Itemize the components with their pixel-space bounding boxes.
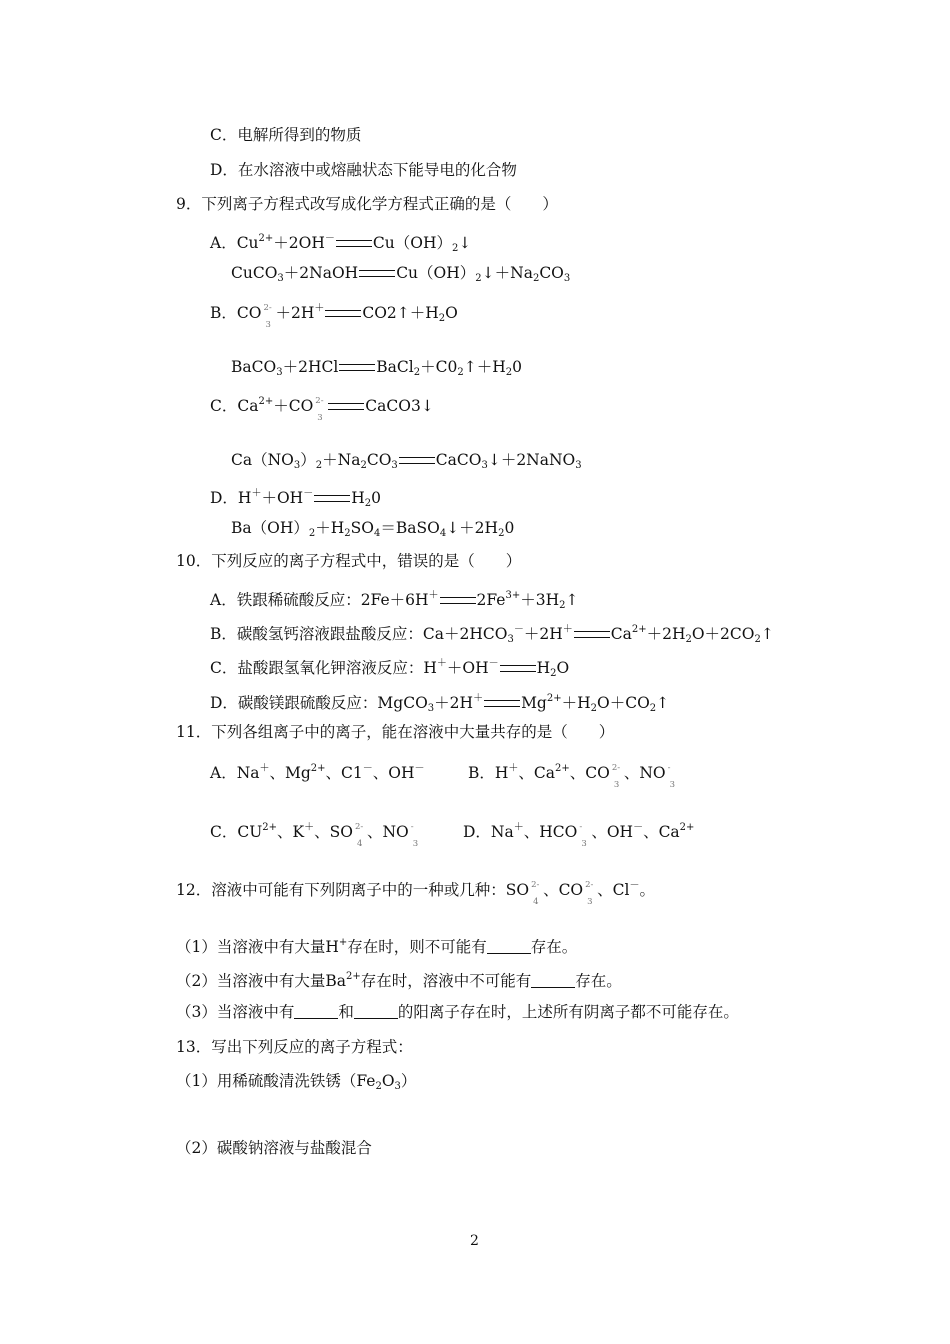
text-seg: 、OH xyxy=(591,823,634,841)
text-seg: （1）当溶液中有大量H xyxy=(176,938,339,956)
text-seg: ＋OH xyxy=(446,659,489,677)
text-seg: C．Ca xyxy=(210,397,259,415)
text-seg: ＋Na xyxy=(322,451,361,469)
q12-part-2 xyxy=(176,967,622,991)
subscript: 2 xyxy=(590,703,598,714)
q12-part-1 xyxy=(176,933,577,957)
text-seg: （3）当溶液中有 xyxy=(176,1003,295,1021)
text-seg: C．CU xyxy=(210,823,263,841)
equals-sign xyxy=(440,597,476,604)
q9-stem: 9．下列离子方程式改写成化学方程式正确的是（ ） xyxy=(176,195,558,213)
superscript: － xyxy=(629,880,640,891)
superscript: － xyxy=(414,763,425,774)
superscript: ＋ xyxy=(428,590,439,601)
text-seg: 0 xyxy=(504,519,515,537)
subscript: 3 xyxy=(317,413,323,423)
text-seg: ↑ xyxy=(760,625,774,643)
text-seg: ＋C0 xyxy=(420,358,458,376)
q10-option-a xyxy=(210,586,578,616)
subscript: 3 xyxy=(481,460,488,471)
subscript: 3 xyxy=(563,273,571,284)
text-seg: CO xyxy=(539,264,564,282)
text-seg: （2）当溶液中有大量Ba xyxy=(176,972,346,990)
subscript: 3 xyxy=(293,460,301,471)
answer-blank[interactable] xyxy=(294,1004,338,1019)
text-seg: BaCl xyxy=(376,358,414,376)
q13-part-1 xyxy=(176,1071,416,1097)
superscript: + xyxy=(338,937,348,948)
charge-stack xyxy=(261,299,275,330)
superscript: 2+ xyxy=(310,763,326,774)
subscript: 3 xyxy=(427,703,435,714)
subscript: 2 xyxy=(315,460,323,471)
text-seg: B．碳酸氢钙溶液跟盐酸反应：Ca＋2HCO xyxy=(210,625,508,643)
text-seg: CaCO3↓ xyxy=(365,397,434,415)
charge-stack xyxy=(529,876,543,907)
subscript: 3 xyxy=(613,780,620,790)
charge-stack xyxy=(610,759,624,790)
q12-part-3 xyxy=(176,1002,739,1022)
q10-option-d xyxy=(210,689,669,719)
charge: 2- xyxy=(611,763,621,773)
q11-option-b xyxy=(468,759,680,790)
q11-stem: 11．下列各组离子中的离子，能在溶液中大量共存的是（ ） xyxy=(176,723,615,741)
q11-option-c xyxy=(210,818,423,849)
q9-option-c-molecular xyxy=(231,450,582,476)
subscript: 3 xyxy=(265,320,271,330)
q8-option-c: C．电解所得到的物质 xyxy=(210,126,362,144)
text-seg: O xyxy=(381,1072,395,1090)
text-seg: CO2↑＋H xyxy=(362,304,439,322)
superscript: ＋ xyxy=(473,693,484,704)
text-seg: 12．溶液中可能有下列阴离子中的一种或几种：SO xyxy=(176,881,530,899)
subscript: 2 xyxy=(505,367,513,378)
q9-option-a-ionic xyxy=(210,229,471,259)
superscript: － xyxy=(303,488,314,499)
text-seg: 、CO xyxy=(569,764,610,782)
q9-option-b-ionic xyxy=(210,299,458,329)
subscript: 3 xyxy=(507,634,514,645)
text-seg: H xyxy=(536,659,551,677)
superscript: 3+ xyxy=(505,590,521,601)
text-seg: Mg xyxy=(521,694,547,712)
charge: 2- xyxy=(585,880,594,890)
answer-blank[interactable] xyxy=(354,1004,398,1019)
text-seg: （1）用稀硫酸清洗铁锈（Fe xyxy=(176,1072,376,1090)
subscript: 3 xyxy=(394,1081,401,1092)
superscript: 2+ xyxy=(631,624,647,635)
text-seg: ＋2HCl xyxy=(282,358,339,376)
text-seg: 、Mg xyxy=(269,764,311,782)
text-seg: ↓＋2NaNO xyxy=(487,451,576,469)
text-seg: ↓ xyxy=(458,234,472,252)
text-seg: 存在。 xyxy=(530,938,578,956)
text-seg: 、SO xyxy=(314,823,353,841)
superscript: 2+ xyxy=(346,971,361,982)
equals-sign xyxy=(359,270,395,277)
charge-stack xyxy=(313,392,327,423)
q13-stem: 13．写出下列反应的离子方程式： xyxy=(176,1038,413,1056)
subscript: 2 xyxy=(457,367,464,378)
text-seg: 的阳离子存在时，上述所有阴离子都不可能存在。 xyxy=(397,1003,739,1021)
superscript: 2+ xyxy=(555,763,570,774)
subscript: 2 xyxy=(559,600,566,611)
text-seg: C．盐酸跟氢氧化钾溶液反应：H xyxy=(210,659,437,677)
text-seg: ＋H xyxy=(561,694,591,712)
q9-option-a-molecular xyxy=(231,263,570,289)
text-seg: B．H xyxy=(468,764,509,782)
equals-sign xyxy=(484,700,520,707)
text-seg: ＝BaSO xyxy=(380,519,440,537)
subscript: 4 xyxy=(373,528,381,539)
superscript: 2+ xyxy=(258,233,274,244)
text-seg: Ba（OH） xyxy=(231,519,309,537)
q9-option-d-ionic xyxy=(210,484,381,514)
text-seg: Ca xyxy=(610,625,632,643)
subscript: 3 xyxy=(669,780,676,790)
equals-sign xyxy=(399,457,435,464)
charge-stack xyxy=(583,876,597,907)
text-seg: ＋2NaOH xyxy=(283,264,359,282)
q10-option-b xyxy=(210,620,774,650)
subscript: 2 xyxy=(308,528,316,539)
text-seg: Ca（NO xyxy=(231,451,294,469)
subscript: 4 xyxy=(356,839,363,849)
subscript: 2 xyxy=(451,243,459,254)
superscript: 2+ xyxy=(258,396,274,407)
text-seg: 和 xyxy=(338,1003,354,1021)
superscript: － xyxy=(633,822,644,833)
text-seg: ＋2H xyxy=(523,625,563,643)
subscript: 2 xyxy=(375,1081,382,1092)
text-seg: CaCO xyxy=(435,451,482,469)
q11-option-a xyxy=(210,759,425,783)
superscript: － xyxy=(324,233,335,244)
charge-stack xyxy=(666,759,680,790)
text-seg: CO xyxy=(366,451,392,469)
text-seg: A．Na xyxy=(210,764,260,782)
text-seg: 、C1 xyxy=(325,764,363,782)
q9-option-d-molecular xyxy=(231,518,514,544)
charge: 2- xyxy=(263,303,272,313)
text-seg: 存在。 xyxy=(575,972,622,990)
text-seg: 、NO xyxy=(366,823,409,841)
text-seg: A．铁跟稀硫酸反应：2Fe＋6H xyxy=(210,591,429,609)
superscript: － xyxy=(488,658,499,669)
text-seg: O＋2CO xyxy=(691,625,755,643)
text-seg: 、CO xyxy=(543,881,584,899)
answer-blank[interactable] xyxy=(487,939,531,954)
text-seg: ↑ xyxy=(656,694,670,712)
subscript: 2 xyxy=(498,528,505,539)
subscript: 3 xyxy=(412,839,419,849)
text-seg: CuCO xyxy=(231,264,278,282)
subscript: 3 xyxy=(391,460,398,471)
q13-part-2: （2）碳酸钠溶液与盐酸混合 xyxy=(176,1139,372,1157)
text-seg: 。 xyxy=(639,881,655,899)
text-seg: 0 xyxy=(512,358,522,376)
text-seg: ＋2H xyxy=(646,625,686,643)
q10-option-c xyxy=(210,654,569,684)
text-seg: ＋2H xyxy=(434,694,474,712)
text-seg: ↑ xyxy=(565,591,579,609)
superscript: ＋ xyxy=(259,763,270,774)
text-seg: H xyxy=(351,489,365,507)
text-seg: 、NO xyxy=(623,764,666,782)
subscript: 3 xyxy=(575,460,582,471)
text-seg: D．Na xyxy=(463,823,514,841)
subscript: 2 xyxy=(475,273,482,284)
equals-sign xyxy=(328,403,364,410)
equals-sign xyxy=(500,665,536,672)
answer-blank[interactable] xyxy=(531,973,575,988)
superscript: － xyxy=(513,624,524,635)
equals-sign xyxy=(339,364,375,371)
q9-option-b-molecular xyxy=(231,357,522,383)
superscript: ＋ xyxy=(436,658,447,669)
text-seg: 、Ca xyxy=(518,764,556,782)
text-seg: ＋2H xyxy=(275,304,315,322)
text-seg: 2Fe xyxy=(476,591,506,609)
charge-stack xyxy=(353,818,367,849)
text-seg: ） xyxy=(400,1072,417,1090)
charge: 2- xyxy=(315,396,324,406)
text-seg: D．H xyxy=(210,489,252,507)
text-seg: O＋CO xyxy=(597,694,650,712)
text-seg: 、OH xyxy=(372,764,415,782)
subscript: 3 xyxy=(277,273,284,284)
text-seg: ＋H xyxy=(315,519,345,537)
subscript: 3 xyxy=(587,897,593,907)
superscript: ＋ xyxy=(513,822,524,833)
text-seg: ↓＋Na xyxy=(481,264,533,282)
text-seg: 存在时，则不可能有 xyxy=(347,938,487,956)
page-number: 2 xyxy=(470,1233,479,1249)
text-seg: 0 xyxy=(371,489,381,507)
superscript: ＋ xyxy=(562,624,573,635)
q11-option-d xyxy=(463,818,695,849)
text-seg: SO xyxy=(350,519,374,537)
text-seg: 、HCO xyxy=(523,823,578,841)
text-seg: ↓＋2H xyxy=(446,519,499,537)
superscript: ＋ xyxy=(508,763,519,774)
text-seg: ↑＋H xyxy=(463,358,506,376)
superscript: ＋ xyxy=(304,822,315,833)
text-seg: ） xyxy=(300,451,316,469)
equals-sign xyxy=(574,631,610,638)
charge: - xyxy=(667,763,671,773)
text-seg: O xyxy=(445,304,458,322)
charge-stack xyxy=(577,818,591,849)
equals-sign xyxy=(336,240,372,247)
subscript: 2 xyxy=(344,528,351,539)
charge-stack xyxy=(409,818,423,849)
text-seg: O xyxy=(556,659,570,677)
subscript: 3 xyxy=(276,367,283,378)
superscript: － xyxy=(362,763,373,774)
subscript: 2 xyxy=(438,313,446,324)
q12-stem xyxy=(176,876,655,907)
text-seg: ＋2OH xyxy=(273,234,325,252)
text-seg: D．碳酸镁跟硫酸反应：MgCO xyxy=(210,694,428,712)
text-seg: Cu（OH） xyxy=(396,264,476,282)
text-seg: 、Ca xyxy=(643,823,680,841)
subscript: 4 xyxy=(533,897,539,907)
text-seg: 存在时，溶液中不可能有 xyxy=(360,972,532,990)
subscript: 4 xyxy=(439,528,447,539)
equals-sign xyxy=(314,495,350,502)
charge: - xyxy=(410,822,414,832)
charge: 2- xyxy=(354,822,364,832)
subscript: 2 xyxy=(532,273,540,284)
equals-sign xyxy=(325,310,361,317)
superscript: 2+ xyxy=(546,693,562,704)
text-seg: BaCO xyxy=(231,358,277,376)
subscript: 2 xyxy=(360,460,367,471)
subscript: 2 xyxy=(413,367,421,378)
text-seg: 、K xyxy=(277,823,305,841)
superscript: 2+ xyxy=(679,822,695,833)
subscript: 2 xyxy=(364,498,372,509)
subscript: 2 xyxy=(649,703,657,714)
superscript: 2+ xyxy=(262,822,278,833)
text-seg: ＋3H xyxy=(520,591,560,609)
text-seg: ＋OH xyxy=(261,489,304,507)
text-seg: 、Cl xyxy=(597,881,630,899)
text-seg: A．Cu xyxy=(210,234,259,252)
text-seg: Cu（OH） xyxy=(372,234,452,252)
text-seg: B．CO xyxy=(210,304,262,322)
charge: - xyxy=(579,822,583,832)
text-seg: ＋CO xyxy=(273,397,314,415)
superscript: ＋ xyxy=(251,488,262,499)
subscript: 2 xyxy=(550,668,557,679)
subscript: 2 xyxy=(754,634,761,645)
q9-option-c-ionic xyxy=(210,392,434,423)
subscript: 3 xyxy=(581,839,587,849)
superscript: ＋ xyxy=(314,303,325,314)
q8-option-d: D．在水溶液中或熔融状态下能导电的化合物 xyxy=(210,161,517,179)
subscript: 2 xyxy=(685,634,692,645)
q10-stem: 10．下列反应的离子方程式中，错误的是（ ） xyxy=(176,552,522,570)
charge: 2- xyxy=(531,880,540,890)
